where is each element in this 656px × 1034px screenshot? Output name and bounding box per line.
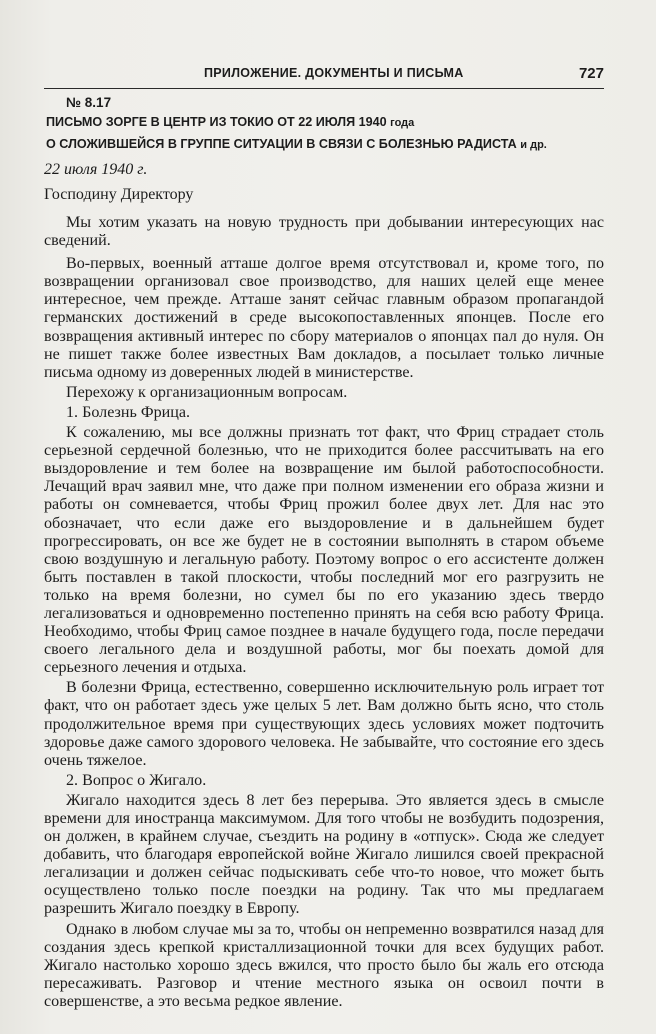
header-divider bbox=[44, 88, 604, 89]
running-header bbox=[44, 66, 604, 88]
paragraph: 2. Вопрос о Жигало. bbox=[66, 771, 207, 789]
heading-line-1-suffix: года bbox=[390, 117, 415, 129]
paragraph: Однако в любом случае мы за то, чтобы он непременно возвратился назад для создания здесь крепкой кристаллизационной точки для всех будущих работ. Жигало настолько хорошо здесь вжился, что просто было бы жаль его отсюда пересаживать. Разговор и чтение местного языка он освоил почти в совершенстве, а это весьма редкое явление. bbox=[44, 920, 604, 1010]
paragraph: В болезни Фрица, естественно, совершенно исключительную роль играет тот факт, что он работает здесь уже целых 5 лет. Вам должно быть ясно, что столь продолжительное время при существующих здесь условиях может подточить здоровье даже самого здорового человека. Не забывайте, что состояние его здесь очень тяжелое. bbox=[44, 679, 604, 769]
paragraph: Перехожу к организационным вопросам. bbox=[66, 383, 348, 401]
paragraph: Жигало находится здесь 8 лет без перерыва. Это является здесь в смысле времени для иностранца максимумом. Для того чтобы не возбудить подозрения, он должен, в крайнем случае, съездить на родину в «отпуск». Сюда же следует добавить, что благодаря европейской войне Жигало лишился своей прекрасной легализации и должен сейчас подыскивать себе что-то новое, что может быть осуществлено только после поездки на родину. Так что мы предлагаем разрешить Жигало поездку в Европу. bbox=[44, 791, 604, 918]
document-heading-line-2 bbox=[46, 134, 604, 156]
addressee: Господину Директору bbox=[44, 186, 194, 203]
document-number: № 8.17 bbox=[66, 95, 112, 110]
paragraph: Во-первых, военный атташе долгое время отсутствовал и, кроме того, по возвращении организовал свое производство, для наших целей еще менее интересное, чем прежде. Атташе занят сейчас главным образом пропагандой германских достижений в среде высокопоставленных японцев. После его возвращения активный интерес по сбору материалов о японцах пал до нуля. Он не пишет также более известных Вам докладов, а посылает только личные письма одному из доверенных людей в министерстве. bbox=[44, 255, 604, 381]
heading-line-2-main: О СЛОЖИВШЕЙСЯ В ГРУППЕ СИТУАЦИИ В СВЯЗИ С БОЛЕЗНЬЮ РАДИСТА bbox=[46, 137, 517, 151]
section-title: ПРИЛОЖЕНИЕ. ДОКУМЕНТЫ И ПИСЬМА bbox=[204, 66, 464, 80]
heading-line-1-main: ПИСЬМО ЗОРГЕ В ЦЕНТР ИЗ ТОКИО ОТ 22 ИЮЛЯ 1940 bbox=[46, 115, 387, 129]
heading-line-2-suffix: и др. bbox=[520, 139, 547, 151]
letter-text bbox=[44, 214, 604, 1011]
document-heading-line-1 bbox=[46, 112, 604, 134]
paragraph: 1. Болезнь Фрица. bbox=[66, 403, 191, 421]
document-date: 22 июля 1940 г. bbox=[44, 161, 148, 178]
page-number: 727 bbox=[578, 65, 604, 82]
paragraph: К сожалению, мы все должны признать тот факт, что Фриц страдает столь серьезной сердечной болезнью, что не приходится более рассчитывать на его выздоровление и тем более на возвращение им былой работоспособности. Лечащий врач заявил мне, что даже при полном изменении его образа жизни и работы он сомневается, чтобы Фриц прожил более двух лет. Для нас это обозначает, что если даже его выздоровление и в дальнейшем будет прогрессировать, он все же будет не в состоянии выполнять в старом объеме свою воздушную и легальную работу. Поэтому вопрос о его ассистенте должен быть поставлен в такой плоскости, чтобы последний мог его разгрузить не только на время болезни, но сумел бы по его указанию здесь твердо легализоваться и одновременно постепенно принять на себя всю работу Фрица. Необходимо, чтобы Фриц самое позднее в начале будущего года, после передачи своего легального дела и воздушной работы, мог бы поехать домой для серьезного лечения и отдыха. bbox=[44, 424, 604, 677]
document-body bbox=[44, 94, 604, 1011]
paragraph: Мы хотим указать на новую трудность при добывании интересующих нас сведений. bbox=[44, 214, 604, 250]
